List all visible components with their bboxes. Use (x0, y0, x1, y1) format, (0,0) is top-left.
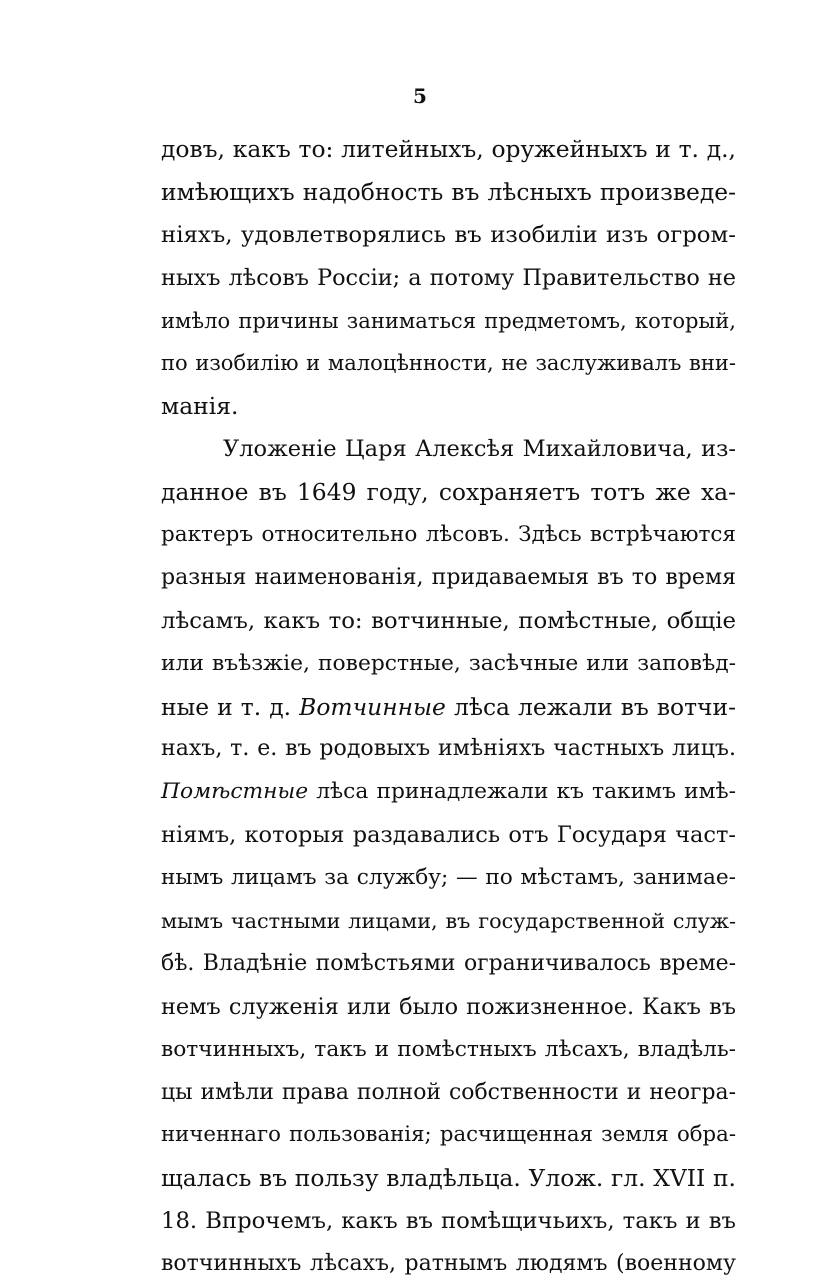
text-line: имѣющихъ надобность въ лѣсныхъ произведе- (161, 177, 736, 206)
text-line: вотчинныхъ лѣсахъ, ратнымъ людямъ (военному (161, 1251, 736, 1277)
text-line: бѣ. Владѣніе помѣстьями ограничивалось време- (161, 950, 736, 976)
text-segment: лѣса лежали въ вотчи- (453, 692, 736, 721)
text-line: мымъ частными лицами, въ государственной служ- (161, 909, 736, 934)
text-line: нымъ лицамъ за службу; — по мѣстамъ, занимае- (161, 865, 736, 891)
text-line: данное въ 1649 году, сохраняетъ тотъ же ха- (161, 478, 736, 507)
text-line: по изобилію и малоцѣнности, не заслуживалъ вни- (161, 350, 736, 376)
text-line: довъ, какъ то: литейныхъ, оружейныхъ и т. д., (161, 135, 736, 163)
italic-term-pomestnye: Помѣстные (161, 779, 309, 805)
text-line: ніяхъ, удовлетворялись въ изобиліи изъ огром- (161, 221, 736, 248)
text-line: ныхъ лѣсовъ Россіи; а потому Правительство не (161, 264, 736, 291)
text-line: цы имѣли права полной собственности и неогра- (161, 1079, 736, 1105)
text-line-mixed (161, 771, 736, 814)
text-line: манія. (161, 392, 239, 421)
text-line: рактеръ относительно лѣсовъ. Здѣсь встрѣчаются (161, 522, 736, 548)
text-line: или въѣзжіе, поверстные, засѣчные или заповѣд- (161, 650, 736, 676)
text-line: ниченнаго пользованія; расчищенная земля обра- (161, 1122, 736, 1148)
text-line: вотчинныхъ, такъ и помѣстныхъ лѣсахъ, владѣль- (161, 1036, 736, 1062)
text-line-mixed (161, 686, 736, 729)
text-line: лѣсамъ, какъ то: вотчинные, помѣстные, общіе (161, 607, 736, 634)
text-segment: лѣса принадлежали къ такимъ имѣ- (316, 779, 736, 805)
text-line: ніямъ, которыя раздавались отъ Государя част- (161, 822, 736, 849)
page-number: 5 (413, 84, 427, 108)
text-line: 18. Впрочемъ, какъ въ помѣщичьихъ, такъ и въ (161, 1208, 736, 1235)
text-line: разныя наименованія, придаваемыя въ то время (161, 564, 736, 590)
text-line: нахъ, т. е. въ родовыхъ имѣніяхъ частныхъ лицъ. (161, 736, 736, 762)
text-line: имѣло причины заниматься предметомъ, который, (161, 307, 736, 333)
text-segment: ные и т. д. (161, 692, 292, 721)
text-line: немъ служенія или было пожизненное. Какъ въ (161, 993, 736, 1020)
body-text (161, 128, 736, 1286)
italic-term-votchinnye: Вотчинные (299, 692, 446, 721)
text-line: Уложеніе Царя Алексѣя Михайловича, из- (223, 436, 736, 463)
text-line: щалась въ пользу владѣльца. Улож. гл. XVII п. (161, 1164, 736, 1193)
